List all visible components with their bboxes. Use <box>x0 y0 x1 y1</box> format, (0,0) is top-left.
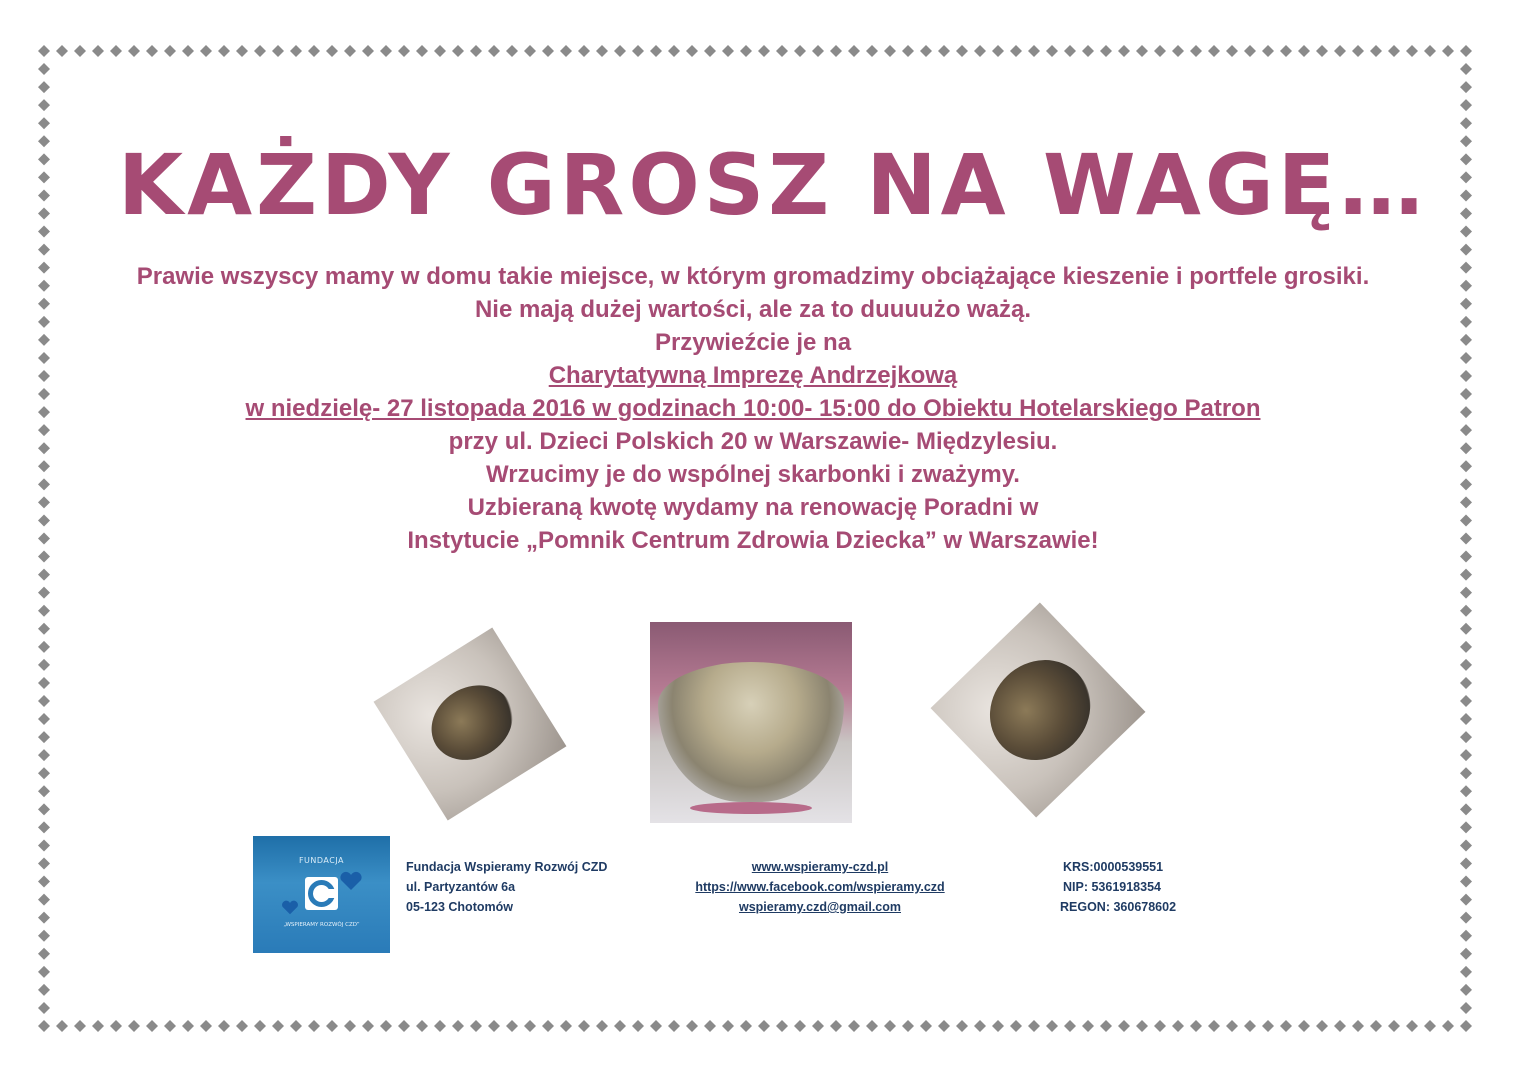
border-diamond <box>38 244 50 256</box>
border-diamond <box>218 1020 230 1032</box>
facebook-link[interactable]: https://www.facebook.com/wspieramy.czd <box>695 880 945 894</box>
border-diamond <box>1388 45 1400 57</box>
border-diamond <box>1244 45 1256 57</box>
border-diamond <box>758 1020 770 1032</box>
border-diamond <box>1460 749 1472 761</box>
border-diamond <box>452 45 464 57</box>
border-diamond <box>1460 406 1472 418</box>
announcement-text <box>100 260 1406 557</box>
institute-line: Instytucie „Pomnik Centrum Zdrowia Dziecka” w Warszawie! <box>407 527 1099 554</box>
border-diamond <box>1100 45 1112 57</box>
border-diamond <box>1460 767 1472 779</box>
border-diamond <box>92 45 104 57</box>
weigh-line: Wrzucimy je do wspólnej skarbonki i zważymy. <box>486 461 1020 488</box>
border-diamond <box>794 1020 806 1032</box>
border-diamond <box>38 803 50 815</box>
border-diamond <box>38 1020 50 1032</box>
border-diamond <box>38 749 50 761</box>
border-diamond <box>956 45 968 57</box>
border-diamond <box>128 1020 140 1032</box>
border-diamond <box>38 912 50 924</box>
border-diamond <box>1460 605 1472 617</box>
border-diamond <box>1460 334 1472 346</box>
border-diamond <box>74 45 86 57</box>
bring-line: Przywieźcie je na <box>654 329 852 356</box>
border-diamond <box>920 45 932 57</box>
border-diamond <box>1046 1020 1058 1032</box>
border-diamond <box>1406 45 1418 57</box>
border-diamond <box>632 45 644 57</box>
border-diamond <box>1100 1020 1112 1032</box>
border-diamond <box>38 695 50 707</box>
border-diamond <box>830 45 842 57</box>
border-diamond <box>1172 45 1184 57</box>
intro-line: Prawie wszyscy mamy w domu takie miejsce, w którym gromadzimy obciążające kieszenie i portfele grosiki. <box>136 263 1370 290</box>
border-diamond <box>974 45 986 57</box>
border-diamond <box>866 1020 878 1032</box>
border-diamond <box>1460 280 1472 292</box>
border-diamond <box>1154 1020 1166 1032</box>
border-diamond <box>38 605 50 617</box>
border-diamond <box>38 731 50 743</box>
border-diamond <box>38 153 50 165</box>
border-diamond <box>1460 930 1472 942</box>
border-diamond <box>1460 496 1472 508</box>
border-diamond <box>1136 45 1148 57</box>
border-diamond <box>38 966 50 978</box>
border-diamond <box>884 45 896 57</box>
border-diamond <box>1010 1020 1022 1032</box>
border-diamond <box>596 45 608 57</box>
border-diamond <box>1460 533 1472 545</box>
border-diamond <box>56 1020 68 1032</box>
border-diamond <box>38 298 50 310</box>
border-diamond <box>1190 45 1202 57</box>
border-diamond <box>1154 45 1166 57</box>
border-diamond <box>1460 81 1472 93</box>
border-diamond <box>1460 442 1472 454</box>
border-diamond <box>722 1020 734 1032</box>
border-diamond <box>1460 226 1472 238</box>
border-diamond <box>1460 208 1472 220</box>
border-diamond <box>1460 587 1472 599</box>
border-diamond <box>344 45 356 57</box>
border-diamond <box>506 1020 518 1032</box>
border-diamond <box>38 894 50 906</box>
border-diamond <box>920 1020 932 1032</box>
border-diamond <box>470 45 482 57</box>
border-diamond <box>182 1020 194 1032</box>
border-diamond <box>38 334 50 346</box>
website-link[interactable]: www.wspieramy-czd.pl <box>751 860 889 874</box>
border-diamond <box>1424 1020 1436 1032</box>
border-diamond <box>1388 1020 1400 1032</box>
border-diamond <box>38 839 50 851</box>
border-diamond <box>38 533 50 545</box>
border-diamond <box>1424 45 1436 57</box>
border-diamond <box>740 45 752 57</box>
email-link[interactable]: wspieramy.czd@gmail.com <box>738 900 901 914</box>
border-diamond <box>1460 821 1472 833</box>
border-diamond <box>1370 1020 1382 1032</box>
border-diamond <box>1442 1020 1454 1032</box>
border-diamond <box>1136 1020 1148 1032</box>
border-diamond <box>848 45 860 57</box>
border-diamond <box>1460 858 1472 870</box>
border-diamond <box>1118 45 1130 57</box>
border-diamond <box>200 45 212 57</box>
border-diamond <box>1460 984 1472 996</box>
border-diamond <box>542 1020 554 1032</box>
border-diamond <box>290 1020 302 1032</box>
border-diamond <box>1316 45 1328 57</box>
border-diamond <box>884 1020 896 1032</box>
krs-number: KRS:0000539551 <box>1063 860 1164 874</box>
border-diamond <box>1460 695 1472 707</box>
footer-registry <box>1060 857 1176 917</box>
border-diamond <box>362 45 374 57</box>
purpose-line: Uzbieraną kwotę wydamy na renowację Poradni w <box>467 494 1039 521</box>
border-diamond <box>200 1020 212 1032</box>
border-diamond <box>38 280 50 292</box>
border-diamond <box>1010 45 1022 57</box>
border-diamond <box>1460 785 1472 797</box>
border-diamond <box>38 226 50 238</box>
border-diamond <box>488 1020 500 1032</box>
border-diamond <box>38 984 50 996</box>
border-diamond <box>956 1020 968 1032</box>
border-diamond <box>1460 966 1472 978</box>
border-diamond <box>1352 45 1364 57</box>
border-diamond <box>614 1020 626 1032</box>
border-diamond <box>1442 45 1454 57</box>
border-diamond <box>434 1020 446 1032</box>
border-diamond <box>578 45 590 57</box>
footer-links <box>670 857 970 917</box>
border-diamond <box>1118 1020 1130 1032</box>
border-diamond <box>38 117 50 129</box>
border-diamond <box>830 1020 842 1032</box>
border-diamond <box>812 45 824 57</box>
border-diamond <box>38 442 50 454</box>
border-diamond <box>38 623 50 635</box>
border-diamond <box>1064 45 1076 57</box>
border-diamond <box>74 1020 86 1032</box>
border-diamond <box>1316 1020 1328 1032</box>
poster-title: KAŻDY GROSZ NA WAGĘ… <box>118 136 1428 234</box>
border-diamond <box>38 406 50 418</box>
border-diamond <box>38 587 50 599</box>
border-diamond <box>434 45 446 57</box>
border-diamond <box>1460 244 1472 256</box>
border-diamond <box>38 767 50 779</box>
border-diamond <box>38 208 50 220</box>
border-diamond <box>650 45 662 57</box>
border-diamond <box>992 45 1004 57</box>
border-diamond <box>1460 117 1472 129</box>
border-diamond <box>38 551 50 563</box>
border-diamond <box>38 514 50 526</box>
border-diamond <box>218 45 230 57</box>
border-diamond <box>38 713 50 725</box>
border-diamond <box>38 352 50 364</box>
border-diamond <box>1460 551 1472 563</box>
border-diamond <box>560 1020 572 1032</box>
value-line: Nie mają dużej wartości, ale za to duuuużo ważą. <box>474 296 1032 323</box>
border-diamond <box>1334 1020 1346 1032</box>
heart-icon <box>281 900 299 915</box>
border-diamond <box>560 45 572 57</box>
border-diamond <box>326 45 338 57</box>
border-diamond <box>272 1020 284 1032</box>
foundation-logo <box>253 836 390 953</box>
border-diamond <box>1460 894 1472 906</box>
border-diamond <box>1280 45 1292 57</box>
border-diamond <box>1460 424 1472 436</box>
border-diamond <box>1226 45 1238 57</box>
border-diamond <box>1460 514 1472 526</box>
border-diamond <box>236 1020 248 1032</box>
border-diamond <box>452 1020 464 1032</box>
border-diamond <box>362 1020 374 1032</box>
border-diamond <box>596 1020 608 1032</box>
street-address: ul. Partyzantów 6a <box>406 880 516 894</box>
border-diamond <box>1460 1020 1472 1032</box>
logo-c-mark-icon <box>305 877 338 910</box>
border-diamond <box>290 45 302 57</box>
border-diamond <box>866 45 878 57</box>
border-diamond <box>1460 99 1472 111</box>
border-diamond <box>308 45 320 57</box>
border-diamond <box>686 45 698 57</box>
border-diamond <box>974 1020 986 1032</box>
border-diamond <box>812 1020 824 1032</box>
border-diamond <box>1064 1020 1076 1032</box>
border-diamond <box>38 45 50 57</box>
border-diamond <box>1460 298 1472 310</box>
border-diamond <box>164 45 176 57</box>
border-diamond <box>1460 388 1472 400</box>
border-diamond <box>1208 1020 1220 1032</box>
border-diamond <box>38 785 50 797</box>
border-diamond <box>614 45 626 57</box>
border-diamond <box>1460 1002 1472 1014</box>
border-diamond <box>1460 623 1472 635</box>
border-diamond <box>38 370 50 382</box>
border-diamond <box>1280 1020 1292 1032</box>
border-diamond <box>326 1020 338 1032</box>
footer-address <box>406 857 607 917</box>
border-diamond <box>1460 569 1472 581</box>
border-diamond <box>1262 1020 1274 1032</box>
border-diamond <box>1460 63 1472 75</box>
event-date-location: w niedzielę- 27 listopada 2016 w godzinach 10:00- 15:00 do Obiektu Hotelarskiego Patron <box>245 395 1261 422</box>
border-diamond <box>1460 876 1472 888</box>
nip-number: NIP: 5361918354 <box>1063 880 1161 894</box>
border-diamond <box>38 659 50 671</box>
border-diamond <box>38 496 50 508</box>
border-diamond <box>686 1020 698 1032</box>
border-diamond <box>272 45 284 57</box>
border-diamond <box>398 1020 410 1032</box>
border-diamond <box>704 1020 716 1032</box>
border-diamond <box>92 1020 104 1032</box>
border-diamond <box>650 1020 662 1032</box>
border-diamond <box>380 1020 392 1032</box>
border-diamond <box>1460 460 1472 472</box>
border-diamond <box>1334 45 1346 57</box>
border-diamond <box>1082 1020 1094 1032</box>
border-diamond <box>1460 352 1472 364</box>
border-diamond <box>1460 135 1472 147</box>
border-diamond <box>164 1020 176 1032</box>
border-diamond <box>848 1020 860 1032</box>
border-diamond <box>1460 478 1472 490</box>
border-diamond <box>1298 45 1310 57</box>
border-diamond <box>38 677 50 689</box>
border-diamond <box>38 171 50 183</box>
border-diamond <box>1298 1020 1310 1032</box>
border-diamond <box>38 81 50 93</box>
border-diamond <box>344 1020 356 1032</box>
border-diamond <box>110 45 122 57</box>
border-diamond <box>668 1020 680 1032</box>
border-diamond <box>416 45 428 57</box>
border-diamond <box>1460 803 1472 815</box>
border-diamond <box>938 45 950 57</box>
foundation-name: Fundacja Wspieramy Rozwój CZD <box>406 860 608 874</box>
border-diamond <box>938 1020 950 1032</box>
border-diamond <box>722 45 734 57</box>
border-diamond <box>902 45 914 57</box>
border-diamond <box>794 45 806 57</box>
border-diamond <box>38 1002 50 1014</box>
border-diamond <box>38 876 50 888</box>
border-diamond <box>254 45 266 57</box>
border-diamond <box>38 99 50 111</box>
border-diamond <box>1262 45 1274 57</box>
heart-icon <box>339 871 363 891</box>
logo-bottom-text: „WSPIERAMY ROZWÓJ CZD” <box>283 922 360 928</box>
border-diamond <box>578 1020 590 1032</box>
border-diamond <box>902 1020 914 1032</box>
border-diamond <box>146 1020 158 1032</box>
border-diamond <box>38 135 50 147</box>
border-diamond <box>1226 1020 1238 1032</box>
border-diamond <box>1028 45 1040 57</box>
regon-number: REGON: 360678602 <box>1060 900 1177 914</box>
border-diamond <box>38 821 50 833</box>
border-diamond <box>38 858 50 870</box>
event-name: Charytatywną Imprezę Andrzejkową <box>548 362 958 389</box>
border-diamond <box>38 316 50 328</box>
border-diamond <box>1406 1020 1418 1032</box>
border-diamond <box>1190 1020 1202 1032</box>
border-diamond <box>1460 677 1472 689</box>
border-diamond <box>38 424 50 436</box>
border-diamond <box>1460 171 1472 183</box>
border-diamond <box>1460 153 1472 165</box>
border-diamond <box>704 45 716 57</box>
border-diamond <box>38 478 50 490</box>
border-diamond <box>1460 713 1472 725</box>
border-diamond <box>38 388 50 400</box>
border-diamond <box>1028 1020 1040 1032</box>
border-diamond <box>542 45 554 57</box>
border-diamond <box>524 1020 536 1032</box>
border-diamond <box>128 45 140 57</box>
border-diamond <box>38 948 50 960</box>
border-diamond <box>254 1020 266 1032</box>
border-diamond <box>1460 948 1472 960</box>
border-diamond <box>1352 1020 1364 1032</box>
border-diamond <box>524 45 536 57</box>
postal-city: 05-123 Chotomów <box>406 900 513 914</box>
border-diamond <box>380 45 392 57</box>
border-diamond <box>668 45 680 57</box>
border-diamond <box>740 1020 752 1032</box>
border-diamond <box>110 1020 122 1032</box>
address-line: przy ul. Dzieci Polskich 20 w Warszawie- Międzylesiu. <box>448 428 1058 455</box>
border-diamond <box>470 1020 482 1032</box>
border-diamond <box>38 460 50 472</box>
border-diamond <box>1370 45 1382 57</box>
border-diamond <box>488 45 500 57</box>
border-diamond <box>776 1020 788 1032</box>
border-diamond <box>1460 641 1472 653</box>
border-diamond <box>308 1020 320 1032</box>
border-diamond <box>1172 1020 1184 1032</box>
border-diamond <box>1460 370 1472 382</box>
border-diamond <box>1460 659 1472 671</box>
border-diamond <box>236 45 248 57</box>
border-diamond <box>1460 731 1472 743</box>
border-diamond <box>632 1020 644 1032</box>
coins-bowl-photo <box>650 622 852 823</box>
border-diamond <box>758 45 770 57</box>
border-diamond <box>38 189 50 201</box>
border-diamond <box>1460 262 1472 274</box>
border-diamond <box>1460 189 1472 201</box>
border-diamond <box>1046 45 1058 57</box>
border-diamond <box>38 569 50 581</box>
border-diamond <box>1208 45 1220 57</box>
border-diamond <box>38 262 50 274</box>
border-diamond <box>146 45 158 57</box>
border-diamond <box>416 1020 428 1032</box>
border-diamond <box>506 45 518 57</box>
border-diamond <box>1460 912 1472 924</box>
border-diamond <box>38 641 50 653</box>
border-diamond <box>1460 45 1472 57</box>
border-diamond <box>1460 316 1472 328</box>
border-diamond <box>1244 1020 1256 1032</box>
border-diamond <box>38 63 50 75</box>
border-diamond <box>776 45 788 57</box>
border-diamond <box>992 1020 1004 1032</box>
logo-top-text: FUNDACJA <box>298 856 345 865</box>
border-diamond <box>56 45 68 57</box>
border-diamond <box>1460 839 1472 851</box>
border-diamond <box>398 45 410 57</box>
border-diamond <box>182 45 194 57</box>
border-diamond <box>1082 45 1094 57</box>
border-diamond <box>38 930 50 942</box>
